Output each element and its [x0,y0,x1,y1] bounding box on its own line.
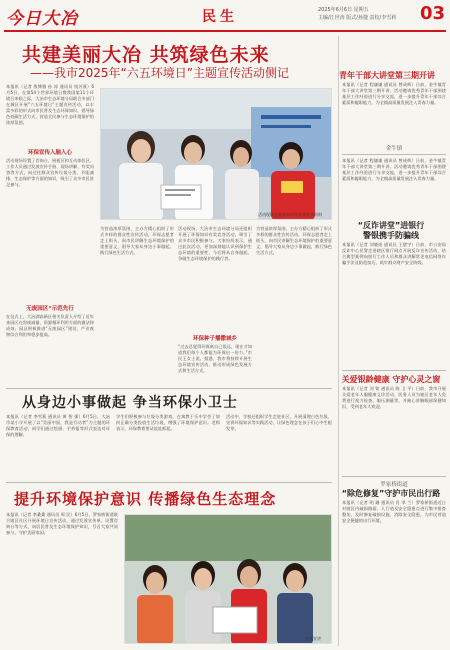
middle-body-col3: 活动中，学校还组织学生走进社区，开展清理白色垃圾、宣讲环保知识等实践活动，让绿色理念在孩子们心中生根发芽。 [226,414,332,431]
lead-body-col1: 本报讯（记者 殷博雅 孙 涛 通讯员 钱芳燕）6月5日，在第54个世界环境日暨我国第11个环境日来临之际，大冶市生态环境分局联合多部门在城区开展“六五环境日”主题宣传活动，以丰富多彩的形式向市民普及生态环保知识，倡导绿色低碳生活方式，营造全民参与生态环境保护的浓厚氛围。 [6,84,94,125]
edition-date: 2025年6月6日 星期五 [318,7,369,13]
sidebar-item3-headline: 关爱银龄健康 守护心灵之窗 [341,375,441,384]
edition-editors: 主编/江世涛 版式/孙捷 责校/李雪莉 [318,15,397,21]
lead-subhead-2: 无废园区“示范先行 [26,306,74,312]
sidebar-item1-body-cont: 本报讯（记者 程谦谦 通讯员 曾成辉）日前，金牛镇青年干部大讲堂第三期开讲。活动邀请优秀青年干部围绕基层工作经验进行分享交流，进一步提升青年干部综合素质和履职能力，为全镇高质量发展注入青春力量。 [342,158,446,181]
sidebar-item2-body: 本报讯（记者 刘晓遥 通讯员 王璧宇）日前，市公安局反诈中心民警走进辖区银行网点开展反诈宣传活动，结合典型案例向银行工作人员和群众讲解常见电信网络诈骗手法及防范技巧，筑牢群众财产安全防线。 [342,242,446,265]
middle-body-col1: 本报讯（记者 李雪莉 通讯员 黄 智 强）6月5日，大冶市某小学开展了以“美丽中国，我是行动者”为主题的环保教育活动，同学们通过绘画、手抄报等形式表达对环保的理解。 [6,414,110,437]
newspaper-logo: 今日大冶 [6,9,78,29]
edition-info [318,6,396,22]
lead-body-col1b: 活动现场设置了咨询台、展板区和互动体验区。工作人员通过发放宣传手册、现场讲解、有奖问答等方式，向过往群众宣传垃圾分类、节能减排、生态保护等方面的知识，吸引了众多市民驻足参与。 [6,158,94,187]
divider-rule [342,154,446,155]
page-number: 03 [420,3,446,24]
sidebar-item4-kicker: 罗家桥街道 [380,482,408,488]
lower-body-col1: 本报讯（记者 李桑桑 通讯员 周 民）6月5日，罗家桥街道联合辖区社区开展环境日宣传活动，通过发放宣传单、设置咨询台等方式，向居民普及生态环境保护知识，号召大家共同参与，守护美丽家园。 [6,512,118,535]
sidebar-item1-headline: 青年干部大讲堂第三期开讲 [339,71,435,80]
lower-photo-image [125,515,332,644]
header-rule [4,30,446,32]
lead-photo-caption: 活动现场志愿者向市民发放宣传资料 [258,212,322,217]
lead-body-col2: 为营造浓厚氛围，主办方精心组织了形式多样的群众性宣传活动，环保志愿者走上街头，向市民讲解生态环境保护的重要意义，倡导大家从身边小事做起，践行绿色生活方式。 [100,226,174,255]
middle-body-col2: 学生们积极参与垃圾分类游戏，在寓教于乐中学会了如何正确分类投放生活垃圾，增强了环境保护意识。老师表示，环保教育要从娃娃抓起。 [116,414,220,431]
lead-headline: 共建美丽大冶 共筑绿色未来 [22,44,270,66]
sidebar-item4-headline: “除危修复”守护市民出行路 [341,489,441,498]
divider-rule [6,388,332,389]
sidebar-item2-headline-2: 警银携手防骗线 [363,231,419,240]
lead-body-col3b: “过去总觉得环保离自己很远，现在才知道我们每个人都能为环保出一份力。”市民王女士说。据悉，我市将持续开展生态环境宣传活动，推动形成绿色发展方式和生活方式。 [178,344,252,373]
sidebar-item4-body: 本报讯（记者 明 珊 通讯员 肖 翠 兰）罗家桥街道近日对辖区内破损路面、人行道及安全隐患点进行集中排查整治，及时修复破损设施，消除安全隐患，为市民营造安全便捷的出行环境。 [342,500,446,523]
lead-photo [100,88,332,220]
lead-photo-image [101,89,332,220]
sidebar-item1-kicker: 金牛镇 [385,146,403,152]
middle-headline: 从身边小事做起 争当环保小卫士 [22,395,238,411]
sidebar-item3-body: 本报讯（记者 刘 铭 通讯员 陈 卫 平）日前，我市开展关爱老年人眼健康义诊活动，医务人员为辖区老年人免费进行视力检查、眼压测量等，并耐心讲解眼部保健知识，受到老年人欢迎。 [342,386,446,409]
divider-rule [6,482,332,483]
sidebar-divider [338,36,339,646]
lead-body-col1c: 在仪式上，大冶湖高新区相关负责人介绍了近年来园区在固废减量、资源循环利用方面的做法和成效。园区积极推进“无废园区”建设，产业废物综合利用率稳步提高。 [6,314,94,337]
section-title: 民生 [202,9,238,25]
sidebar-item2-headline-1: “反诈讲堂”进银行 [357,221,425,230]
lower-photo-caption: 主题宣讲 [305,636,321,641]
lower-photo [124,514,332,644]
divider-rule [342,370,446,371]
lead-body-col4: 为营造浓厚氛围，主办方精心组织了形式多样的群众性宣传活动，环保志愿者走上街头，向市民讲解生态环境保护的重要意义，倡导大家从身边小事做起，践行绿色生活方式。 [256,226,332,255]
lead-subhead-3: 环保种子播撒城乡 [192,336,237,342]
lead-subheadline: ——我市2025年“六五环境日”主题宣传活动侧记 [30,66,289,80]
lead-body-col3: 活动现场，大冶市生态环境分局还组织开展了环保知识有奖竞答活动，吸引了众多市民积极参与。大家纷纷表示，通过此次活动，更加深刻地认识到保护生态环境的重要性，今后将从自身做起，争做生态环境保护的践行者。 [178,226,252,261]
masthead [0,0,450,32]
lead-subhead-1: 环保宣传入脑入心 [27,150,72,156]
lower-headline: 提升环境保护意识 传播绿色生态理念 [14,490,277,508]
sidebar-item1-body: 本报讯（记者 程谦谦 通讯员 曾成辉）日前，金牛镇青年干部大讲堂第三期开讲。活动邀请优秀青年干部围绕基层工作经验进行分享交流，进一步提升青年干部综合素质和履职能力，为全镇高质量发展注入青春力量。 [342,82,446,105]
divider-rule [342,476,446,477]
